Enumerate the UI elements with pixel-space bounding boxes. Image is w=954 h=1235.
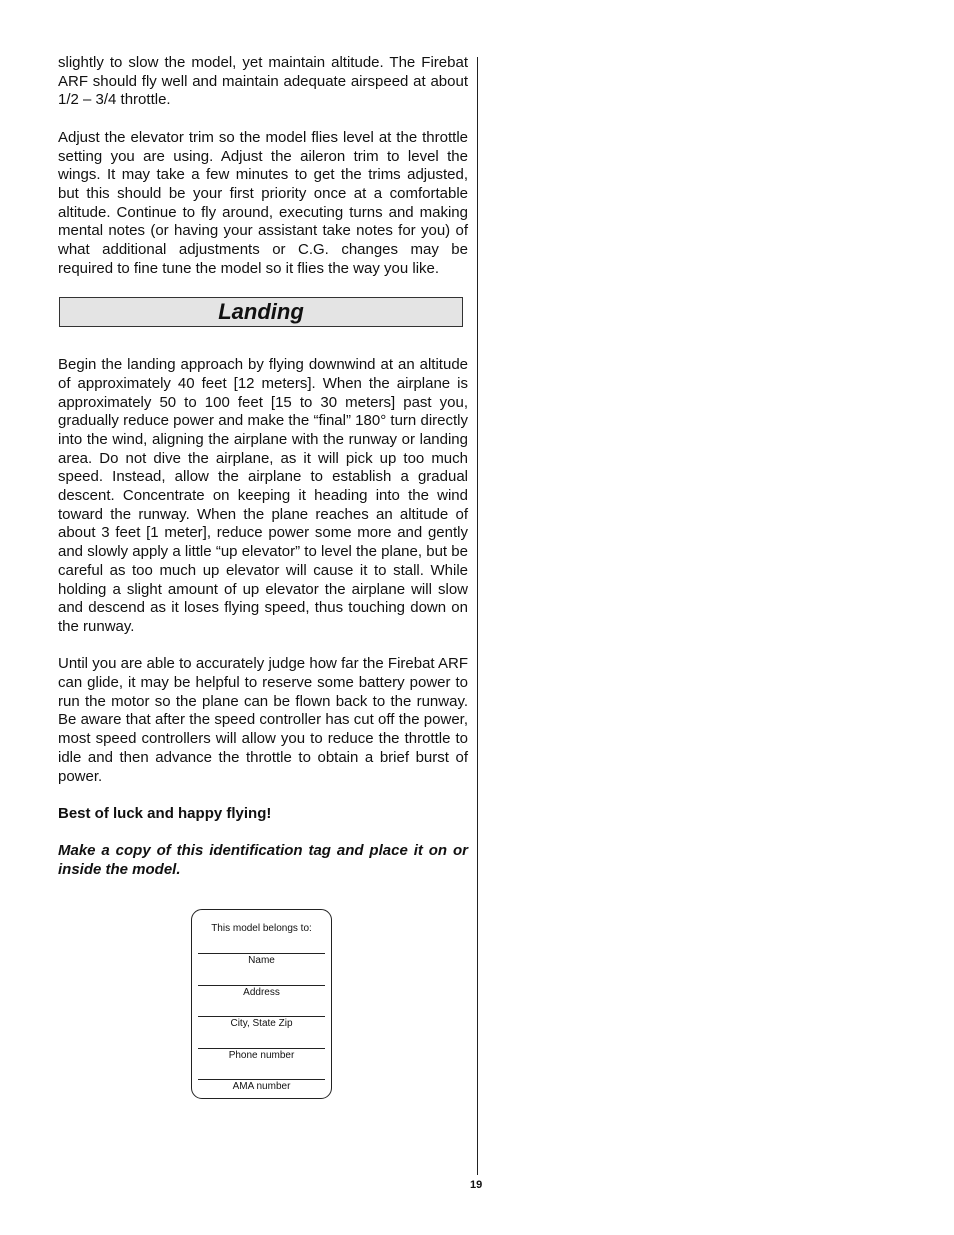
id-tag-field-name: Name bbox=[248, 955, 275, 966]
id-tag bbox=[191, 909, 332, 1099]
closing-line: Best of luck and happy flying! bbox=[58, 804, 272, 822]
id-tag-line bbox=[198, 1016, 325, 1017]
id-tag-title: This model belongs to: bbox=[211, 923, 312, 934]
column-divider bbox=[477, 57, 478, 1175]
paragraph-trim: Adjust the elevator trim so the model flies level at the throttle setting you are using. Adjust the aileron trim to level the wings. It may take a few minutes to get the trims adjusted, but this should be your first priority once at a comfortable altitude. Continue to fly around, executing turns and making mental notes (or having your assistant take notes for you) of what additional adjustments or C.G. changes may be required to fine tune the model so it flies the way you like. bbox=[58, 128, 468, 277]
id-tag-field-address: Address bbox=[243, 987, 280, 998]
section-heading-box bbox=[59, 297, 463, 327]
id-tag-field-ama: AMA number bbox=[232, 1081, 291, 1092]
main-column bbox=[58, 54, 468, 898]
page-number: 19 bbox=[470, 1179, 483, 1191]
id-tag-field-city-state-zip: City, State Zip bbox=[230, 1018, 293, 1029]
id-tag-line bbox=[198, 953, 325, 954]
id-tag-line bbox=[198, 1079, 325, 1080]
section-heading: Landing bbox=[218, 298, 304, 324]
paragraph-throttle: slightly to slow the model, yet maintain altitude. The Firebat ARF should fly well and maintain adequate airspeed at about 1/2 – 3/4 throttle. bbox=[58, 54, 468, 109]
paragraph-landing-approach: Begin the landing approach by flying downwind at an altitude of approximately 40 feet [12 meters]. When the airplane is approximately 50 to 100 feet [15 to 30 meters] past you, gradually reduce power and make the “final” 180° turn directly into the wind, aligning the airplane with the runway or landing area. Do not dive the airplane, as it will pick up too much speed. Instead, allow the airplane to establish a gradual descent. Concentrate on keeping it heading into the wind toward the runway. When the plane reaches an altitude of about 3 feet [1 meter], reduce power some more and gently and slowly apply a little “up elevator” to level the plane, but be careful as too much up elevator will cause it to stall. While holding a slight amount of up elevator the airplane will slow and descend as it loses flying speed, thus touching down on the runway. bbox=[58, 356, 468, 635]
id-tag-field-phone: Phone number bbox=[228, 1050, 295, 1061]
paragraph-battery-reserve: Until you are able to accurately judge how far the Firebat ARF can glide, it may be helpful to reserve some battery power to run the motor so the plane can be flown back to the runway. Be aware that after the speed controller has cut off the power, most speed controllers will allow you to reduce the throttle to idle and then advance the throttle to obtain a brief burst of power. bbox=[58, 655, 468, 785]
id-tag-line bbox=[198, 985, 325, 986]
id-tag-line bbox=[198, 1048, 325, 1049]
tag-instruction: Make a copy of this identification tag and place it on or inside the model. bbox=[58, 842, 468, 879]
